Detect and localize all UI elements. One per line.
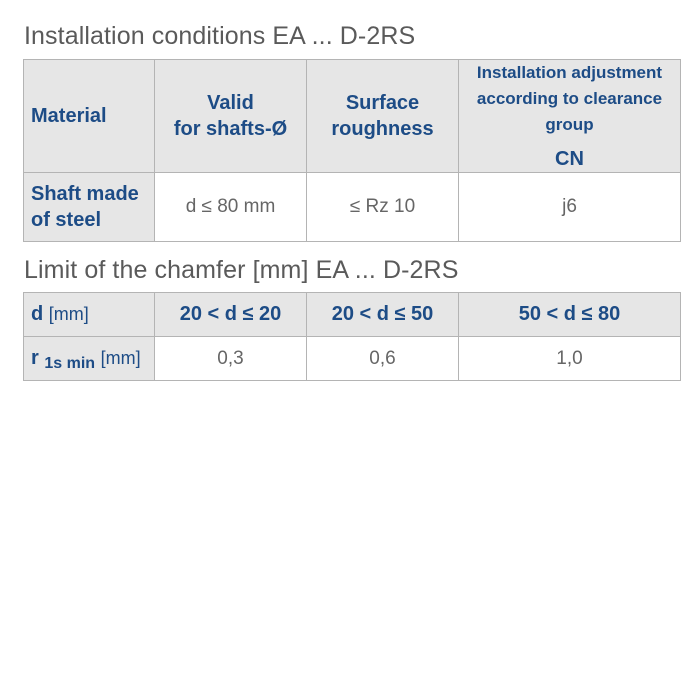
installation-conditions-table <box>23 59 681 242</box>
cell-surface-roughness: ≤ Rz 10 <box>307 173 459 242</box>
installation-title: Installation conditions EA ... D-2RS <box>24 22 416 50</box>
row-r-min: r $_{1s min}$ [mm] <box>24 337 155 381</box>
cell-chamfer-1: 0,3 <box>155 337 307 381</box>
header-range-2: 20 < d ≤ 50 <box>307 293 459 337</box>
header-surface-roughness: Surface roughness <box>307 60 459 173</box>
header-installation-adjustment: Installation adjustment according to clearance group CN <box>459 60 681 173</box>
header-d: d [mm] <box>24 293 155 337</box>
chamfer-title: Limit of the chamfer [mm] EA ... D-2RS <box>24 256 459 284</box>
header-material: Material <box>24 60 155 173</box>
table-row <box>24 337 681 381</box>
row-material: Shaft made of steel <box>24 173 155 242</box>
clearance-group-label: CN <box>555 148 584 170</box>
cell-valid-shafts: d ≤ 80 mm <box>155 173 307 242</box>
header-range-1: 20 < d ≤ 20 <box>155 293 307 337</box>
header-valid-shafts: Valid for shafts-Ø <box>155 60 307 173</box>
chamfer-limit-table <box>23 292 681 381</box>
table-row <box>24 173 681 242</box>
cell-chamfer-3: 1,0 <box>459 337 681 381</box>
cell-chamfer-2: 0,6 <box>307 337 459 381</box>
table-header-row <box>24 293 681 337</box>
header-range-3: 50 < d ≤ 80 <box>459 293 681 337</box>
cell-installation-adjustment: j6 <box>459 173 681 242</box>
table-header-row <box>24 60 681 173</box>
